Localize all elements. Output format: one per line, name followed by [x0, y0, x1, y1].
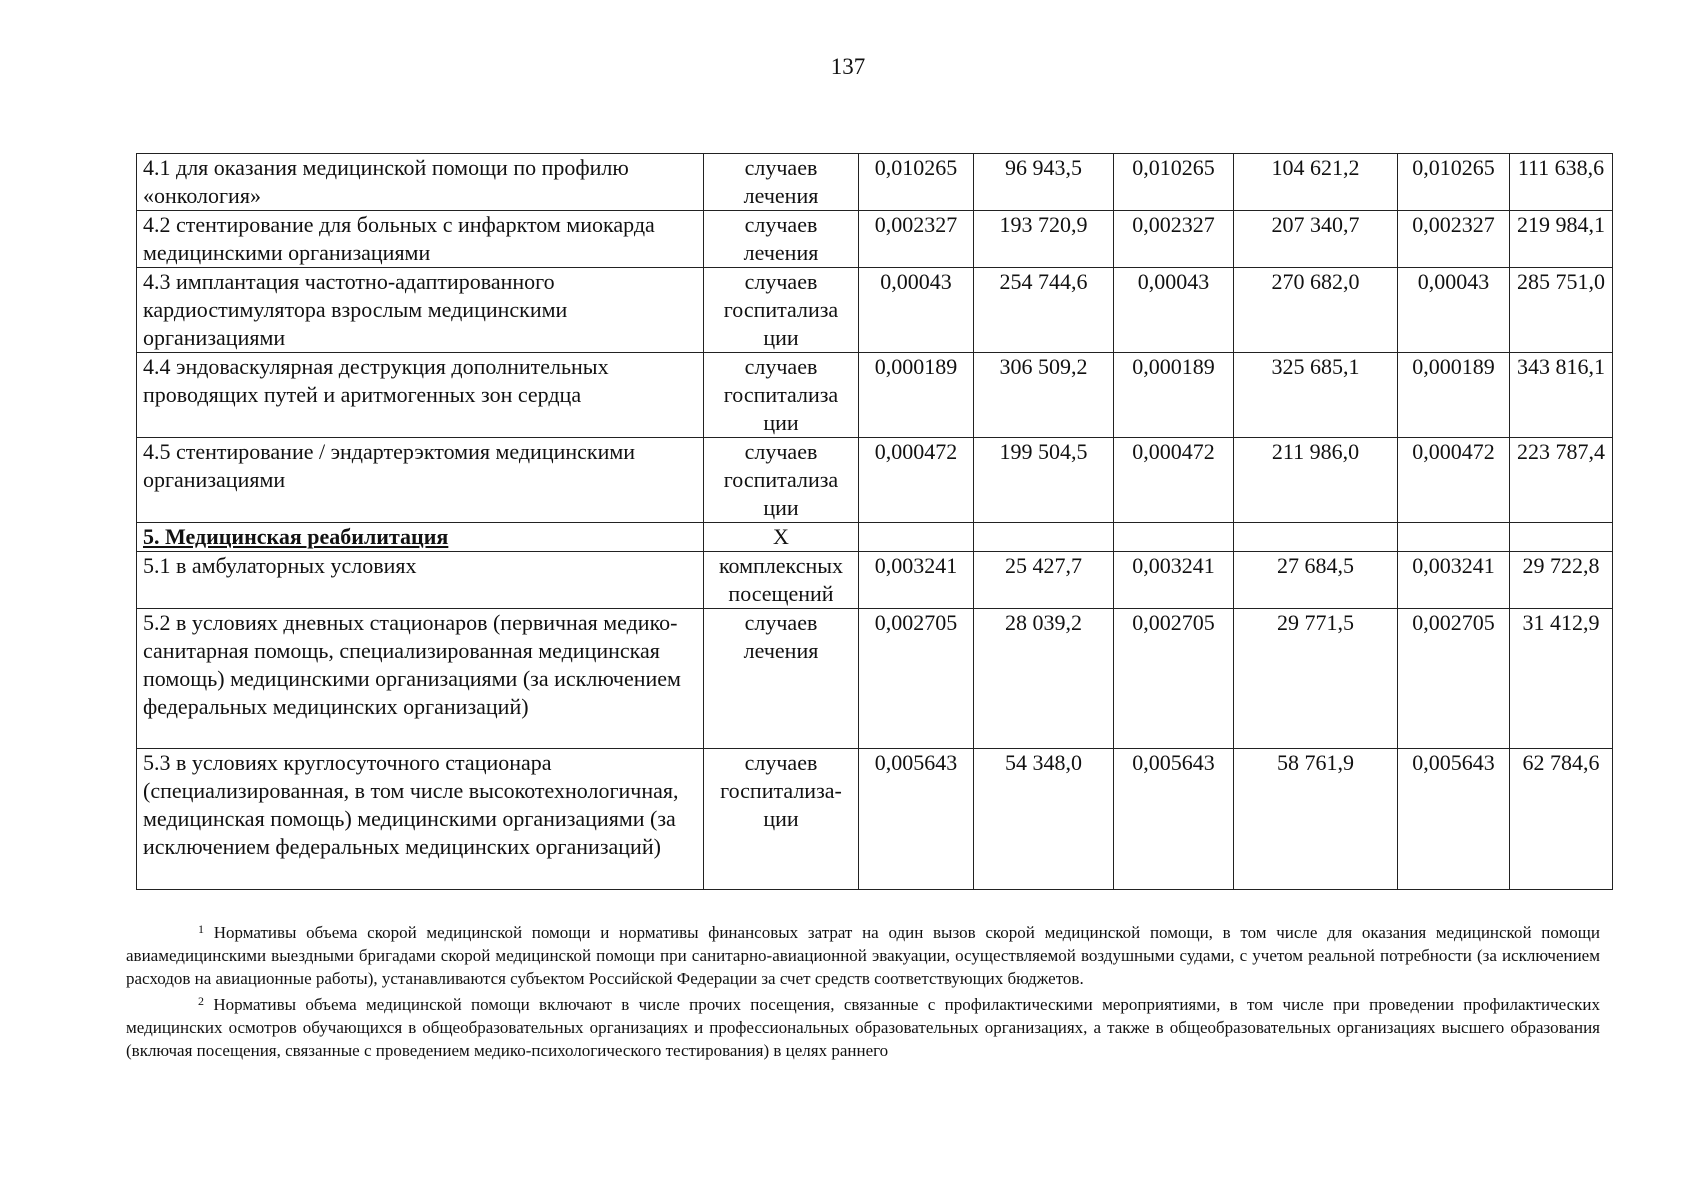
- row-value-cell: 29 771,5: [1234, 609, 1398, 749]
- row-name-cell: 5.2 в условиях дневных стационаров (первичная медико-санитарная помощь, специализированная медицинская помощь) медицинскими организациями (за исключением федеральных медицинских организаций): [137, 609, 704, 749]
- row-value-cell: [1234, 523, 1398, 552]
- row-name-cell: 4.1 для оказания медицинской помощи по профилю «онкология»: [137, 154, 704, 211]
- footnotes: [126, 918, 1600, 1062]
- row-unit-cell: случаев госпитализа ции: [704, 353, 859, 438]
- table-row: [137, 438, 1613, 523]
- row-value-cell: 29 722,8: [1510, 552, 1613, 609]
- table-row: [137, 609, 1613, 749]
- row-value-cell: 0,010265: [1114, 154, 1234, 211]
- row-value-cell: 0,005643: [1114, 749, 1234, 890]
- row-value-cell: [1510, 523, 1613, 552]
- row-value-cell: 0,000472: [1398, 438, 1510, 523]
- row-value-cell: [859, 523, 974, 552]
- footnote-mark: 2: [198, 994, 204, 1008]
- row-value-cell: 0,002327: [1398, 211, 1510, 268]
- row-value-cell: 0,010265: [1398, 154, 1510, 211]
- row-name-cell: 5.1 в амбулаторных условиях: [137, 552, 704, 609]
- page-number: 137: [830, 54, 866, 79]
- row-value-cell: 0,00043: [1114, 268, 1234, 353]
- row-value-cell: 27 684,5: [1234, 552, 1398, 609]
- row-value-cell: 25 427,7: [974, 552, 1114, 609]
- row-value-cell: 0,003241: [859, 552, 974, 609]
- row-name-cell: 5.3 в условиях круглосуточного стационара (специализированная, в том числе высокотехнологичная, медицинская помощь) медицинскими организациями (за исключением федеральных медицинских организаций): [137, 749, 704, 890]
- row-value-cell: 0,003241: [1398, 552, 1510, 609]
- row-value-cell: 0,002327: [859, 211, 974, 268]
- row-value-cell: 0,003241: [1114, 552, 1234, 609]
- row-value-cell: 0,000472: [859, 438, 974, 523]
- row-value-cell: 306 509,2: [974, 353, 1114, 438]
- footnote-mark: 1: [198, 922, 204, 936]
- row-value-cell: 285 751,0: [1510, 268, 1613, 353]
- footnote-1: [126, 918, 1600, 990]
- row-value-cell: 0,00043: [859, 268, 974, 353]
- row-value-cell: 0,000189: [1398, 353, 1510, 438]
- row-name-cell: 4.3 имплантация частотно-адаптированного кардиостимулятора взрослым медицинскими организациями: [137, 268, 704, 353]
- row-name-cell: 5. Медицинская реабилитация: [137, 523, 704, 552]
- row-value-cell: 343 816,1: [1510, 353, 1613, 438]
- row-value-cell: 207 340,7: [1234, 211, 1398, 268]
- row-value-cell: [1398, 523, 1510, 552]
- row-value-cell: 62 784,6: [1510, 749, 1613, 890]
- row-unit-cell: случаев лечения: [704, 609, 859, 749]
- row-unit-cell: случаев лечения: [704, 211, 859, 268]
- table-row: [137, 523, 1613, 552]
- footnote-text: Нормативы объема медицинской помощи включают в числе прочих посещения, связанные с профилактическими мероприятиями, в том числе при проведении профилактических медицинских осмотров обучающихся в общеобразовательных организациях и профессиональных образовательных организациях, а также в общеобразовательных организациях высшего образования (включая посещения, связанные с проведением медико-психологического тестирования) в целях раннего: [126, 995, 1601, 1060]
- row-value-cell: 0,010265: [859, 154, 974, 211]
- row-value-cell: 0,002705: [1114, 609, 1234, 749]
- row-value-cell: 28 039,2: [974, 609, 1114, 749]
- table-row: [137, 268, 1613, 353]
- row-name-cell: 4.5 стентирование / эндартерэктомия медицинскими организациями: [137, 438, 704, 523]
- row-value-cell: 325 685,1: [1234, 353, 1398, 438]
- row-unit-cell: случаев лечения: [704, 154, 859, 211]
- table-row: [137, 211, 1613, 268]
- row-value-cell: 0,000472: [1114, 438, 1234, 523]
- row-value-cell: 111 638,6: [1510, 154, 1613, 211]
- row-value-cell: 193 720,9: [974, 211, 1114, 268]
- row-value-cell: 58 761,9: [1234, 749, 1398, 890]
- table-row: [137, 552, 1613, 609]
- row-name-cell: 4.4 эндоваскулярная деструкция дополнительных проводящих путей и аритмогенных зон сердца: [137, 353, 704, 438]
- row-value-cell: [974, 523, 1114, 552]
- row-value-cell: 104 621,2: [1234, 154, 1398, 211]
- row-value-cell: 0,002705: [859, 609, 974, 749]
- footnote-2: [126, 990, 1600, 1062]
- row-value-cell: 223 787,4: [1510, 438, 1613, 523]
- row-value-cell: 219 984,1: [1510, 211, 1613, 268]
- table-row: [137, 749, 1613, 890]
- row-value-cell: 0,000189: [859, 353, 974, 438]
- row-value-cell: 0,000189: [1114, 353, 1234, 438]
- row-value-cell: 0,005643: [1398, 749, 1510, 890]
- table-row: [137, 154, 1613, 211]
- row-value-cell: 0,002705: [1398, 609, 1510, 749]
- row-unit-cell: комплексных посещений: [704, 552, 859, 609]
- row-name-cell: 4.2 стентирование для больных с инфарктом миокарда медицинскими организациями: [137, 211, 704, 268]
- row-value-cell: 96 943,5: [974, 154, 1114, 211]
- row-value-cell: 254 744,6: [974, 268, 1114, 353]
- row-value-cell: [1114, 523, 1234, 552]
- row-value-cell: 0,00043: [1398, 268, 1510, 353]
- footnote-text: Нормативы объема скорой медицинской помощи и нормативы финансовых затрат на один вызов скорой медицинской помощи, в том числе для оказания медицинской помощи авиамедицинскими выездными бригадами скорой медицинской помощи при санитарно-авиационной эвакуации, осуществляемой воздушными судами, с учетом реальной потребности (за исключением расходов на авиационные работы), устанавливаются субъектом Российской Федерации за счет средств соответствующих бюджетов.: [126, 923, 1600, 988]
- row-unit-cell: случаев госпитализа ции: [704, 268, 859, 353]
- row-value-cell: 0,005643: [859, 749, 974, 890]
- row-value-cell: 199 504,5: [974, 438, 1114, 523]
- row-value-cell: 270 682,0: [1234, 268, 1398, 353]
- row-value-cell: 31 412,9: [1510, 609, 1613, 749]
- row-value-cell: 54 348,0: [974, 749, 1114, 890]
- standards-table: [136, 153, 1613, 890]
- row-value-cell: 0,002327: [1114, 211, 1234, 268]
- row-value-cell: 211 986,0: [1234, 438, 1398, 523]
- table-row: [137, 353, 1613, 438]
- row-unit-cell: случаев госпитализа- ции: [704, 749, 859, 890]
- row-unit-cell: случаев госпитализа ции: [704, 438, 859, 523]
- row-unit-cell: X: [704, 523, 859, 552]
